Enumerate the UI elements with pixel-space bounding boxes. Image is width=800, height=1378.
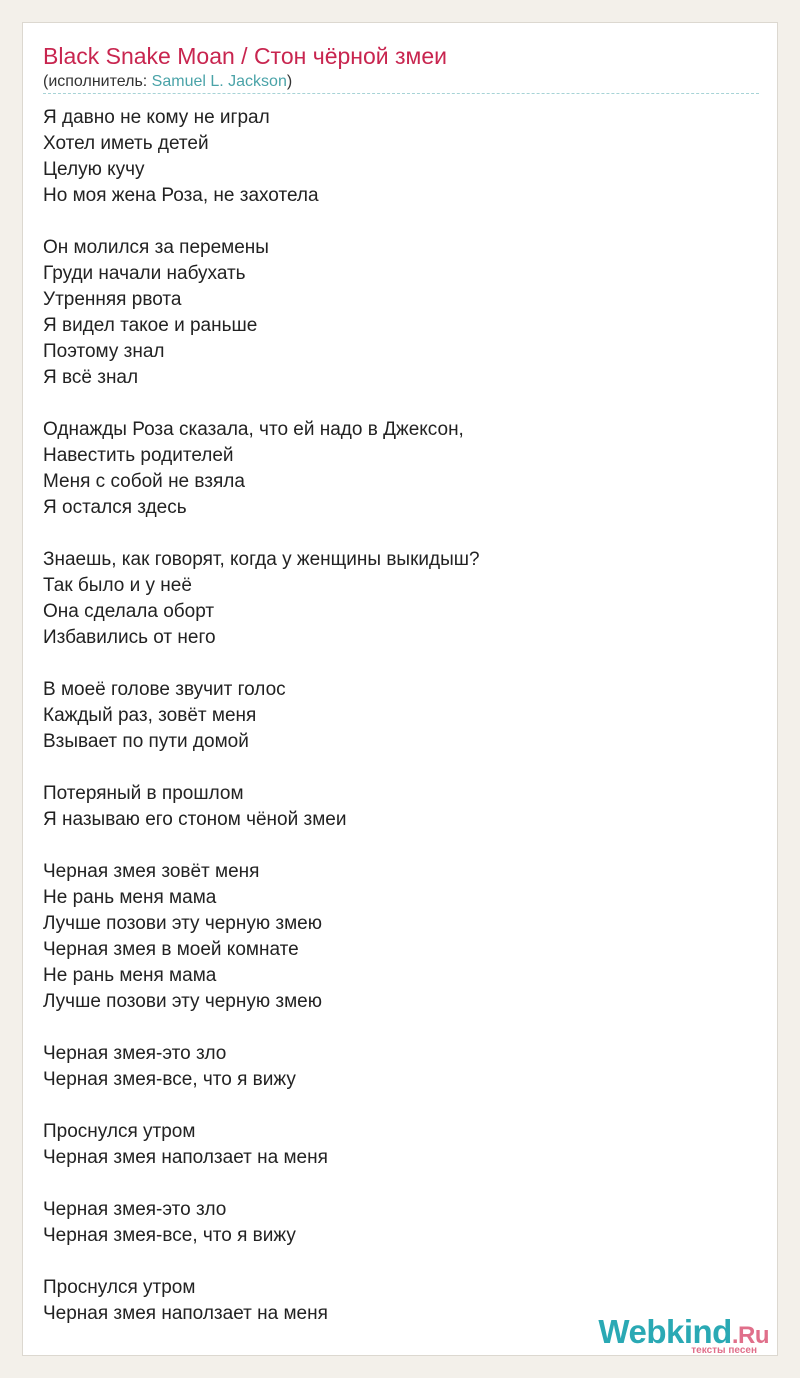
lyric-line: В моеё голове звучит голос bbox=[43, 679, 286, 700]
lyric-line: Я остался здесь bbox=[43, 497, 187, 518]
logo-brand-text: Webkind bbox=[598, 1313, 732, 1350]
lyric-line: Хотел иметь детей bbox=[43, 133, 209, 154]
lyric-line: Навестить родителей bbox=[43, 445, 234, 466]
lyrics-body bbox=[43, 105, 480, 1327]
lyric-line: Черная змея зовёт меня bbox=[43, 861, 260, 882]
stanza-gap bbox=[43, 1249, 480, 1275]
lyric-line: Лучше позови эту черную змею bbox=[43, 991, 322, 1012]
logo-tld: .Ru bbox=[731, 1322, 769, 1349]
stanza-gap bbox=[43, 755, 480, 781]
song-title: Black Snake Moan / Стон чёрной змеи bbox=[43, 43, 448, 69]
lyric-line: Груди начали набухать bbox=[43, 263, 246, 284]
lyric-line: Потеряный в прошлом bbox=[43, 783, 244, 804]
lyric-line: Утренняя рвота bbox=[43, 289, 182, 310]
lyric-line: Черная змея-это зло bbox=[43, 1199, 227, 1220]
lyric-line: Я давно не кому не играл bbox=[43, 107, 270, 128]
lyric-line: Она сделала оборт bbox=[43, 601, 215, 622]
stanza-gap bbox=[43, 651, 480, 677]
webkind-logo[interactable] bbox=[585, 1313, 775, 1356]
lyrics-card bbox=[22, 22, 778, 1356]
artist-link[interactable]: Samuel L. Jackson bbox=[151, 73, 287, 90]
lyric-line: Взывает по пути домой bbox=[43, 731, 249, 752]
lyric-line: Однажды Роза сказала, что ей надо в Джексон, bbox=[43, 419, 464, 440]
lyric-line: Но моя жена Роза, не захотела bbox=[43, 185, 319, 206]
lyric-line: Проснулся утром bbox=[43, 1121, 196, 1142]
stanza-gap bbox=[43, 521, 480, 547]
lyric-line: Так было и у неё bbox=[43, 575, 192, 596]
lyric-line: Я всё знал bbox=[43, 367, 139, 388]
lyric-line: Каждый раз, зовёт меня bbox=[43, 705, 257, 726]
lyric-line: Меня с собой не взяла bbox=[43, 471, 245, 492]
lyric-line: Черная змея-все, что я вижу bbox=[43, 1225, 296, 1246]
lyric-line: Черная змея-все, что я вижу bbox=[43, 1069, 296, 1090]
lyric-line: Он молился за перемены bbox=[43, 237, 269, 258]
lyric-line: Я видел такое и раньше bbox=[43, 315, 258, 336]
stanza-gap bbox=[43, 391, 480, 417]
lyric-line: Знаешь, как говорят, когда у женщины выкидыш? bbox=[43, 549, 480, 570]
lyric-line: Избавились от него bbox=[43, 627, 216, 648]
lyric-line: Не рань меня мама bbox=[43, 965, 217, 986]
divider bbox=[43, 93, 759, 94]
lyric-line: Лучше позови эту черную змею bbox=[43, 913, 322, 934]
stanza-gap bbox=[43, 1171, 480, 1197]
lyric-line: Проснулся утром bbox=[43, 1277, 196, 1298]
artist-suffix: ) bbox=[286, 73, 293, 90]
lyric-line: Не рань меня мама bbox=[43, 887, 217, 908]
lyric-line: Черная змея наползает на меня bbox=[43, 1303, 328, 1324]
stanza-gap bbox=[43, 1015, 480, 1041]
lyric-line: Черная змея в моей комнате bbox=[43, 939, 299, 960]
lyric-line: Поэтому знал bbox=[43, 341, 165, 362]
stanza-gap bbox=[43, 1093, 480, 1119]
lyric-line: Черная змея-это зло bbox=[43, 1043, 227, 1064]
artist-prefix: (исполнитель: bbox=[43, 73, 152, 90]
stanza-gap bbox=[43, 209, 480, 235]
logo-tagline: тексты песен bbox=[691, 1345, 757, 1356]
lyric-line: Целую кучу bbox=[43, 159, 145, 180]
lyric-line: Черная змея наползает на меня bbox=[43, 1147, 328, 1168]
stanza-gap bbox=[43, 833, 480, 859]
lyric-line: Я называю его стоном чёной змеи bbox=[43, 809, 347, 830]
artist-line bbox=[43, 73, 292, 91]
